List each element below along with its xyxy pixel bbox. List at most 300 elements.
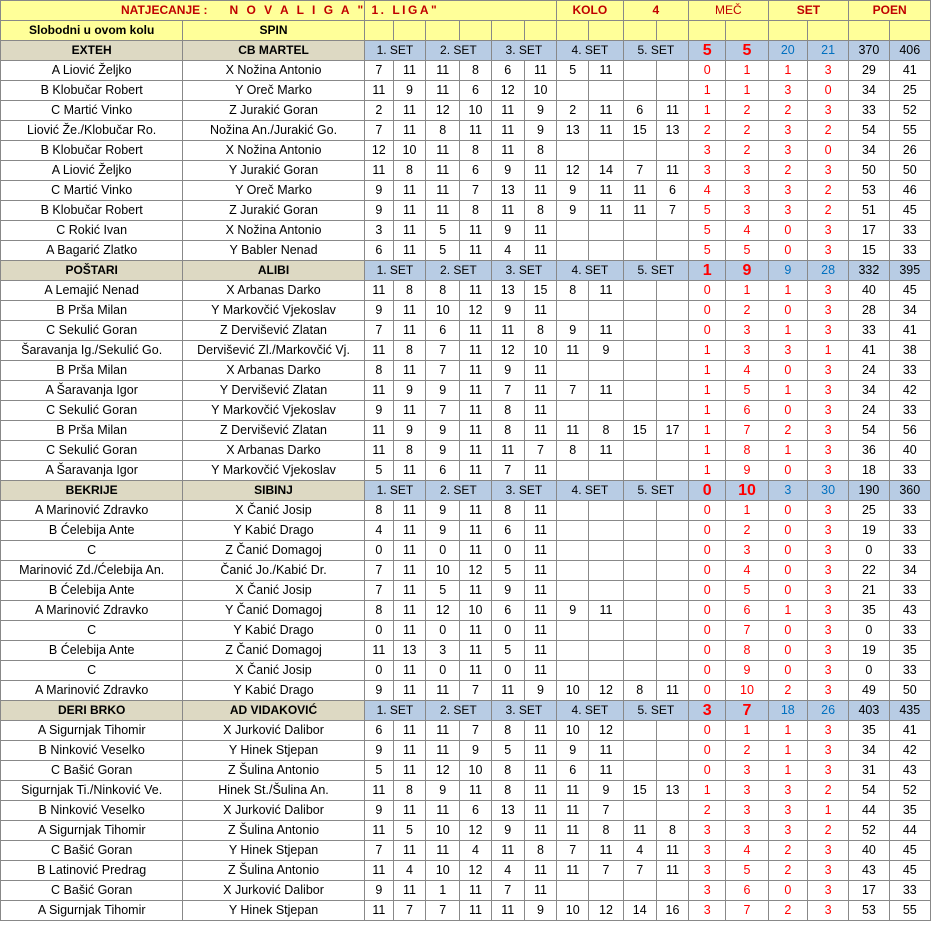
home-player[interactable]: Liović Že./Klobučar Ro.	[1, 121, 183, 141]
home-player[interactable]: B Prša Milan	[1, 421, 183, 441]
set-score-cell[interactable]	[623, 241, 656, 261]
set-score-cell[interactable]: 9	[524, 121, 556, 141]
match-tally-home[interactable]: 1	[689, 441, 726, 461]
home-player[interactable]: B Prša Milan	[1, 361, 183, 381]
match-tally-home[interactable]: 0	[689, 621, 726, 641]
match-tally-home[interactable]: 0	[689, 661, 726, 681]
away-player[interactable]: X Čanić Josip	[183, 661, 364, 681]
set-score-cell[interactable]: 9	[393, 81, 425, 101]
sets-won-away[interactable]: 3	[807, 361, 848, 381]
points-away[interactable]: 38	[889, 341, 930, 361]
match-tally-home[interactable]: 1	[689, 461, 726, 481]
set-score-cell[interactable]: 11	[393, 721, 425, 741]
set-score-cell[interactable]: 11	[589, 281, 623, 301]
set-score-cell[interactable]: 11	[524, 641, 556, 661]
set-score-cell[interactable]: 8	[393, 781, 425, 801]
set-score-cell[interactable]	[656, 221, 688, 241]
set-score-cell[interactable]: 4	[460, 841, 491, 861]
set-score-cell[interactable]: 7	[557, 381, 589, 401]
home-player[interactable]: C Sekulić Goran	[1, 321, 183, 341]
set-score-cell[interactable]: 12	[426, 761, 460, 781]
away-player[interactable]: Hinek St./Šulina An.	[183, 781, 364, 801]
points-total-home[interactable]: 190	[849, 481, 889, 501]
match-score-home[interactable]: 3	[689, 701, 726, 721]
set-score-cell[interactable]: 12	[364, 141, 393, 161]
points-away[interactable]: 45	[889, 281, 930, 301]
set-score-cell[interactable]: 2	[557, 101, 589, 121]
set-score-cell[interactable]: 7	[491, 461, 524, 481]
points-total-home[interactable]: 403	[849, 701, 889, 721]
home-player[interactable]: A Šaravanja Igor	[1, 461, 183, 481]
set-score-cell[interactable]	[557, 881, 589, 901]
set-score-cell[interactable]	[589, 81, 623, 101]
sets-won-away[interactable]: 3	[807, 321, 848, 341]
sets-won-away[interactable]: 0	[807, 81, 848, 101]
empty-cell[interactable]	[623, 21, 656, 41]
match-tally-home[interactable]: 3	[689, 141, 726, 161]
set-score-cell[interactable]: 11	[557, 861, 589, 881]
set-score-cell[interactable]: 8	[491, 721, 524, 741]
set-score-cell[interactable]: 8	[426, 281, 460, 301]
set-score-cell[interactable]: 7	[460, 721, 491, 741]
points-home[interactable]: 49	[849, 681, 889, 701]
set-score-cell[interactable]: 11	[393, 241, 425, 261]
set-score-cell[interactable]: 8	[524, 321, 556, 341]
set-score-cell[interactable]: 11	[623, 181, 656, 201]
set-label[interactable]: SET	[768, 1, 849, 21]
set-score-cell[interactable]: 9	[393, 381, 425, 401]
set-score-cell[interactable]: 16	[656, 901, 688, 921]
sets-total-away[interactable]: 26	[807, 701, 848, 721]
home-player[interactable]: C	[1, 621, 183, 641]
set-score-cell[interactable]: 5	[426, 221, 460, 241]
away-player[interactable]: Y Markovčić Vjekoslav	[183, 461, 364, 481]
set-score-cell[interactable]: 8	[623, 681, 656, 701]
set-score-cell[interactable]: 11	[460, 541, 491, 561]
points-home[interactable]: 28	[849, 301, 889, 321]
set-score-cell[interactable]: 10	[460, 601, 491, 621]
points-home[interactable]: 0	[849, 621, 889, 641]
set-column-header[interactable]: 2. SET	[426, 261, 491, 281]
sets-won-home[interactable]: 0	[768, 881, 807, 901]
match-tally-home[interactable]: 3	[689, 901, 726, 921]
points-home[interactable]: 34	[849, 381, 889, 401]
points-away[interactable]: 33	[889, 541, 930, 561]
set-score-cell[interactable]: 10	[426, 301, 460, 321]
set-score-cell[interactable]	[589, 401, 623, 421]
home-player[interactable]: A Sigurnjak Tihomir	[1, 821, 183, 841]
set-score-cell[interactable]: 7	[460, 681, 491, 701]
set-score-cell[interactable]: 11	[364, 901, 393, 921]
set-score-cell[interactable]: 11	[491, 101, 524, 121]
points-home[interactable]: 54	[849, 781, 889, 801]
set-score-cell[interactable]: 8	[491, 761, 524, 781]
set-score-cell[interactable]	[656, 361, 688, 381]
away-player[interactable]: Z Šulina Antonio	[183, 761, 364, 781]
sets-won-home[interactable]: 2	[768, 101, 807, 121]
empty-cell[interactable]	[589, 21, 623, 41]
set-score-cell[interactable]: 11	[393, 121, 425, 141]
set-score-cell[interactable]	[656, 541, 688, 561]
set-score-cell[interactable]: 11	[426, 721, 460, 741]
sets-total-home[interactable]: 18	[768, 701, 807, 721]
set-score-cell[interactable]: 11	[524, 161, 556, 181]
set-score-cell[interactable]	[557, 461, 589, 481]
set-score-cell[interactable]: 5	[393, 821, 425, 841]
points-total-away[interactable]: 395	[889, 261, 930, 281]
free-team[interactable]: SPIN	[183, 21, 364, 41]
match-tally-away[interactable]: 9	[726, 461, 768, 481]
set-score-cell[interactable]	[623, 441, 656, 461]
away-player[interactable]: Y Kabić Drago	[183, 681, 364, 701]
match-tally-away[interactable]: 10	[726, 681, 768, 701]
match-tally-away[interactable]: 3	[726, 181, 768, 201]
sets-total-home[interactable]: 9	[768, 261, 807, 281]
set-score-cell[interactable]: 11	[426, 81, 460, 101]
set-score-cell[interactable]: 9	[589, 781, 623, 801]
points-away[interactable]: 40	[889, 441, 930, 461]
points-label[interactable]: POEN	[849, 1, 931, 21]
set-score-cell[interactable]: 9	[557, 201, 589, 221]
set-score-cell[interactable]: 8	[589, 821, 623, 841]
sets-won-home[interactable]: 1	[768, 321, 807, 341]
sets-won-home[interactable]: 0	[768, 661, 807, 681]
set-score-cell[interactable]: 4	[364, 521, 393, 541]
home-player[interactable]: C Martić Vinko	[1, 101, 183, 121]
home-player[interactable]: B Ćelebija Ante	[1, 581, 183, 601]
set-column-header[interactable]: 2. SET	[426, 701, 491, 721]
points-home[interactable]: 24	[849, 361, 889, 381]
match-tally-home[interactable]: 1	[689, 101, 726, 121]
set-score-cell[interactable]: 11	[524, 621, 556, 641]
set-score-cell[interactable]: 7	[524, 441, 556, 461]
sets-won-home[interactable]: 2	[768, 681, 807, 701]
set-score-cell[interactable]: 9	[491, 821, 524, 841]
match-tally-away[interactable]: 6	[726, 881, 768, 901]
set-score-cell[interactable]: 11	[524, 761, 556, 781]
set-score-cell[interactable]	[656, 141, 688, 161]
points-away[interactable]: 52	[889, 781, 930, 801]
set-score-cell[interactable]	[623, 761, 656, 781]
sets-total-away[interactable]: 21	[807, 41, 848, 61]
sets-won-home[interactable]: 1	[768, 61, 807, 81]
free-label[interactable]: Slobodni u ovom kolu	[1, 21, 183, 41]
set-score-cell[interactable]: 12	[589, 901, 623, 921]
set-score-cell[interactable]	[656, 661, 688, 681]
set-score-cell[interactable]: 11	[524, 801, 556, 821]
set-score-cell[interactable]	[623, 381, 656, 401]
set-score-cell[interactable]	[557, 561, 589, 581]
set-score-cell[interactable]	[623, 561, 656, 581]
set-score-cell[interactable]	[656, 81, 688, 101]
set-column-header[interactable]: 2. SET	[426, 481, 491, 501]
set-score-cell[interactable]	[656, 601, 688, 621]
round-number[interactable]: 4	[623, 1, 688, 21]
set-score-cell[interactable]: 11	[524, 221, 556, 241]
set-score-cell[interactable]: 11	[656, 681, 688, 701]
empty-cell[interactable]	[726, 21, 768, 41]
set-score-cell[interactable]: 11	[524, 581, 556, 601]
home-player[interactable]: A Bagarić Zlatko	[1, 241, 183, 261]
set-score-cell[interactable]: 12	[557, 161, 589, 181]
set-score-cell[interactable]: 12	[460, 861, 491, 881]
points-away[interactable]: 50	[889, 161, 930, 181]
set-score-cell[interactable]: 11	[589, 441, 623, 461]
set-score-cell[interactable]: 11	[393, 541, 425, 561]
set-score-cell[interactable]: 6	[364, 241, 393, 261]
points-away[interactable]: 41	[889, 721, 930, 741]
set-score-cell[interactable]: 6	[460, 161, 491, 181]
points-home[interactable]: 40	[849, 841, 889, 861]
set-column-header[interactable]: 2. SET	[426, 41, 491, 61]
set-score-cell[interactable]: 11	[589, 601, 623, 621]
set-score-cell[interactable]: 0	[426, 661, 460, 681]
set-score-cell[interactable]	[589, 461, 623, 481]
match-tally-away[interactable]: 3	[726, 821, 768, 841]
set-score-cell[interactable]	[656, 741, 688, 761]
set-score-cell[interactable]: 7	[426, 401, 460, 421]
match-tally-home[interactable]: 1	[689, 781, 726, 801]
sets-won-away[interactable]: 3	[807, 721, 848, 741]
set-score-cell[interactable]	[557, 661, 589, 681]
home-player[interactable]: A Liović Željko	[1, 161, 183, 181]
set-score-cell[interactable]	[656, 501, 688, 521]
set-score-cell[interactable]	[589, 561, 623, 581]
sets-won-home[interactable]: 1	[768, 601, 807, 621]
match-tally-home[interactable]: 3	[689, 821, 726, 841]
set-score-cell[interactable]: 9	[426, 381, 460, 401]
set-score-cell[interactable]: 0	[364, 541, 393, 561]
set-score-cell[interactable]: 9	[491, 161, 524, 181]
set-column-header[interactable]: 1. SET	[364, 481, 425, 501]
points-total-away[interactable]: 435	[889, 701, 930, 721]
set-score-cell[interactable]	[656, 581, 688, 601]
set-score-cell[interactable]: 8	[393, 161, 425, 181]
set-score-cell[interactable]: 11	[524, 741, 556, 761]
home-player[interactable]: Sigurnjak Ti./Ninković Ve.	[1, 781, 183, 801]
points-away[interactable]: 33	[889, 401, 930, 421]
away-player[interactable]: Y Hinek Stjepan	[183, 741, 364, 761]
away-player[interactable]: X Arbanas Darko	[183, 361, 364, 381]
away-player[interactable]: Y Babler Nenad	[183, 241, 364, 261]
empty-cell[interactable]	[364, 21, 393, 41]
sets-won-away[interactable]: 2	[807, 781, 848, 801]
points-home[interactable]: 41	[849, 341, 889, 361]
set-score-cell[interactable]: 11	[656, 101, 688, 121]
set-score-cell[interactable]: 11	[460, 621, 491, 641]
set-score-cell[interactable]: 6	[426, 321, 460, 341]
home-player[interactable]: A Šaravanja Igor	[1, 381, 183, 401]
home-player[interactable]: B Ninković Veselko	[1, 741, 183, 761]
away-player[interactable]: Y Kabić Drago	[183, 621, 364, 641]
match-tally-home[interactable]: 0	[689, 581, 726, 601]
home-player[interactable]: C Sekulić Goran	[1, 401, 183, 421]
set-score-cell[interactable]: 3	[426, 641, 460, 661]
match-tally-home[interactable]: 1	[689, 81, 726, 101]
set-score-cell[interactable]: 7	[623, 861, 656, 881]
set-score-cell[interactable]: 8	[460, 201, 491, 221]
points-home[interactable]: 19	[849, 521, 889, 541]
points-away[interactable]: 45	[889, 861, 930, 881]
set-score-cell[interactable]: 7	[393, 901, 425, 921]
set-score-cell[interactable]	[589, 661, 623, 681]
set-column-header[interactable]: 5. SET	[623, 481, 688, 501]
set-score-cell[interactable]: 12	[460, 821, 491, 841]
set-score-cell[interactable]: 11	[364, 821, 393, 841]
points-home[interactable]: 18	[849, 461, 889, 481]
points-home[interactable]: 22	[849, 561, 889, 581]
points-away[interactable]: 56	[889, 421, 930, 441]
set-score-cell[interactable]: 15	[524, 281, 556, 301]
set-score-cell[interactable]	[656, 241, 688, 261]
sets-total-away[interactable]: 28	[807, 261, 848, 281]
set-score-cell[interactable]: 11	[393, 101, 425, 121]
sets-won-home[interactable]: 0	[768, 501, 807, 521]
sets-won-home[interactable]: 3	[768, 801, 807, 821]
set-score-cell[interactable]: 7	[491, 381, 524, 401]
match-tally-home[interactable]: 0	[689, 541, 726, 561]
sets-won-home[interactable]: 3	[768, 81, 807, 101]
set-score-cell[interactable]: 11	[491, 141, 524, 161]
set-score-cell[interactable]: 6	[491, 521, 524, 541]
match-tally-away[interactable]: 1	[726, 61, 768, 81]
set-score-cell[interactable]: 4	[393, 861, 425, 881]
match-tally-home[interactable]: 3	[689, 881, 726, 901]
home-player[interactable]: B Ninković Veselko	[1, 801, 183, 821]
sets-won-away[interactable]: 3	[807, 461, 848, 481]
sets-total-home[interactable]: 3	[768, 481, 807, 501]
set-score-cell[interactable]: 9	[364, 801, 393, 821]
sets-won-home[interactable]: 3	[768, 141, 807, 161]
set-score-cell[interactable]: 11	[589, 741, 623, 761]
set-score-cell[interactable]: 11	[557, 781, 589, 801]
set-column-header[interactable]: 1. SET	[364, 701, 425, 721]
points-away[interactable]: 33	[889, 461, 930, 481]
set-score-cell[interactable]: 11	[364, 381, 393, 401]
sets-won-away[interactable]: 3	[807, 601, 848, 621]
sets-won-away[interactable]: 3	[807, 741, 848, 761]
set-score-cell[interactable]	[557, 581, 589, 601]
match-tally-home[interactable]: 0	[689, 601, 726, 621]
set-score-cell[interactable]: 13	[656, 121, 688, 141]
away-player[interactable]: Y Kabić Drago	[183, 521, 364, 541]
set-score-cell[interactable]: 9	[426, 441, 460, 461]
set-score-cell[interactable]: 11	[589, 121, 623, 141]
set-score-cell[interactable]: 9	[557, 321, 589, 341]
set-score-cell[interactable]	[623, 521, 656, 541]
set-score-cell[interactable]: 10	[460, 101, 491, 121]
sets-won-away[interactable]: 3	[807, 881, 848, 901]
set-score-cell[interactable]	[656, 621, 688, 641]
set-score-cell[interactable]: 11	[460, 421, 491, 441]
set-column-header[interactable]: 5. SET	[623, 41, 688, 61]
set-score-cell[interactable]: 11	[460, 521, 491, 541]
set-score-cell[interactable]	[623, 621, 656, 641]
set-score-cell[interactable]: 11	[524, 781, 556, 801]
set-score-cell[interactable]: 7	[557, 841, 589, 861]
match-tally-away[interactable]: 5	[726, 581, 768, 601]
home-player[interactable]: B Latinović Predrag	[1, 861, 183, 881]
sets-won-away[interactable]: 3	[807, 521, 848, 541]
match-tally-home[interactable]: 2	[689, 121, 726, 141]
points-away[interactable]: 42	[889, 741, 930, 761]
set-score-cell[interactable]: 11	[393, 221, 425, 241]
set-score-cell[interactable]: 11	[460, 781, 491, 801]
set-score-cell[interactable]	[656, 441, 688, 461]
set-score-cell[interactable]	[623, 361, 656, 381]
set-score-cell[interactable]: 11	[524, 461, 556, 481]
sets-won-home[interactable]: 0	[768, 561, 807, 581]
sets-won-home[interactable]: 0	[768, 581, 807, 601]
set-score-cell[interactable]: 6	[460, 801, 491, 821]
away-player[interactable]: Nožina An./Jurakić Go.	[183, 121, 364, 141]
away-player[interactable]: X Nožina Antonio	[183, 61, 364, 81]
set-score-cell[interactable]: 9	[364, 401, 393, 421]
set-score-cell[interactable]	[656, 641, 688, 661]
match-tally-home[interactable]: 3	[689, 161, 726, 181]
set-score-cell[interactable]	[623, 61, 656, 81]
points-away[interactable]: 43	[889, 761, 930, 781]
set-score-cell[interactable]: 11	[364, 341, 393, 361]
set-score-cell[interactable]: 11	[426, 741, 460, 761]
set-score-cell[interactable]: 11	[524, 521, 556, 541]
set-score-cell[interactable]	[557, 501, 589, 521]
match-tally-away[interactable]: 2	[726, 121, 768, 141]
match-tally-home[interactable]: 0	[689, 501, 726, 521]
home-player[interactable]: C	[1, 541, 183, 561]
set-score-cell[interactable]: 11	[393, 621, 425, 641]
set-score-cell[interactable]: 3	[364, 221, 393, 241]
set-score-cell[interactable]: 13	[393, 641, 425, 661]
set-score-cell[interactable]: 9	[364, 181, 393, 201]
match-tally-home[interactable]: 0	[689, 721, 726, 741]
match-tally-away[interactable]: 3	[726, 201, 768, 221]
sets-won-home[interactable]: 3	[768, 201, 807, 221]
sets-won-away[interactable]: 3	[807, 861, 848, 881]
match-tally-away[interactable]: 2	[726, 141, 768, 161]
points-away[interactable]: 33	[889, 501, 930, 521]
set-score-cell[interactable]: 11	[589, 761, 623, 781]
sets-won-home[interactable]: 1	[768, 281, 807, 301]
set-score-cell[interactable]: 11	[393, 521, 425, 541]
set-score-cell[interactable]	[557, 621, 589, 641]
set-score-cell[interactable]: 11	[589, 181, 623, 201]
points-away[interactable]: 33	[889, 241, 930, 261]
set-score-cell[interactable]: 11	[364, 861, 393, 881]
away-player[interactable]: X Nožina Antonio	[183, 141, 364, 161]
empty-cell[interactable]	[460, 21, 491, 41]
set-score-cell[interactable]: 6	[491, 601, 524, 621]
away-player[interactable]: Dervišević Zl./Markovčić Vj.	[183, 341, 364, 361]
set-score-cell[interactable]	[589, 541, 623, 561]
set-score-cell[interactable]	[589, 501, 623, 521]
home-player[interactable]: Marinović Zd./Ćelebija An.	[1, 561, 183, 581]
set-score-cell[interactable]: 11	[460, 321, 491, 341]
set-score-cell[interactable]	[557, 541, 589, 561]
set-score-cell[interactable]: 5	[426, 581, 460, 601]
sets-won-away[interactable]: 3	[807, 241, 848, 261]
set-score-cell[interactable]: 11	[623, 201, 656, 221]
set-score-cell[interactable]	[656, 61, 688, 81]
set-score-cell[interactable]	[623, 741, 656, 761]
match-tally-home[interactable]: 0	[689, 301, 726, 321]
set-column-header[interactable]: 3. SET	[491, 481, 557, 501]
set-score-cell[interactable]: 7	[589, 861, 623, 881]
points-home[interactable]: 0	[849, 661, 889, 681]
empty-cell[interactable]	[524, 21, 556, 41]
points-home[interactable]: 34	[849, 141, 889, 161]
set-score-cell[interactable]: 0	[364, 661, 393, 681]
